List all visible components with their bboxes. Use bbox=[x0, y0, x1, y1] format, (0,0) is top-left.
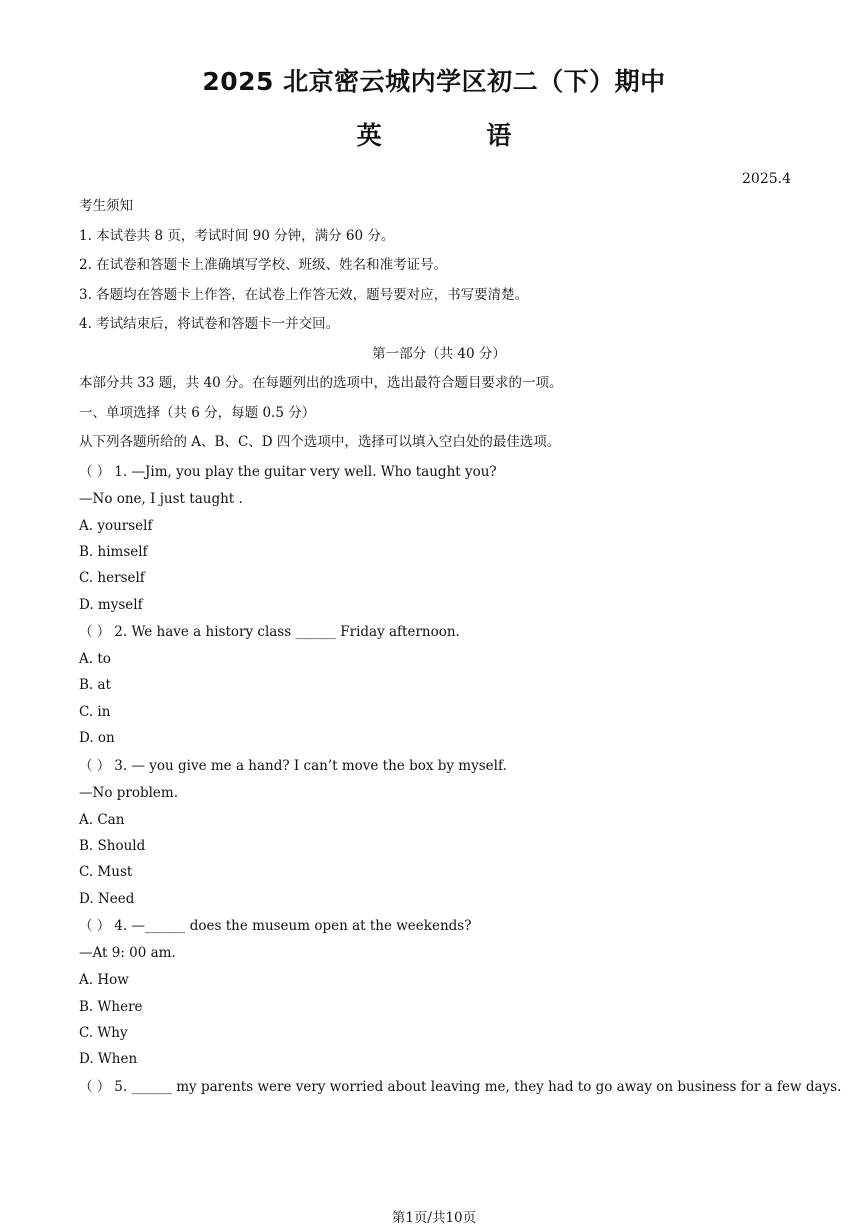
answer-paren: （ ） bbox=[79, 463, 111, 480]
exam-title: 2025 北京密云城内学区初二（下）期中 bbox=[202, 67, 666, 96]
question-response: —At 9: 00 am. bbox=[79, 945, 176, 962]
option: B. Where bbox=[79, 998, 143, 1015]
question-stem bbox=[79, 618, 799, 646]
question-text: 1. —Jim, you play the guitar very well. Who taught you? bbox=[114, 463, 497, 480]
question-response: —No one, I just taught . bbox=[79, 490, 243, 507]
question-stem bbox=[79, 458, 799, 486]
answer-paren: （ ） bbox=[79, 624, 111, 641]
part-heading: 第一部分（共 40 分） bbox=[372, 345, 506, 362]
notice-item: 3. 各题均在答题卡上作答，在试卷上作答无效，题号要对应，书写要清楚。 bbox=[79, 286, 529, 303]
option: B. at bbox=[79, 677, 111, 694]
question-response: —No problem. bbox=[79, 784, 178, 801]
option: C. in bbox=[79, 703, 111, 720]
option: B. himself bbox=[79, 543, 148, 560]
option: C. herself bbox=[79, 570, 145, 587]
option: C. Must bbox=[79, 864, 133, 881]
option: C. Why bbox=[79, 1024, 128, 1041]
question-text: 3. — you give me a hand? I can’t move the box by myself. bbox=[114, 757, 507, 774]
option: B. Should bbox=[79, 838, 146, 855]
option: A. Can bbox=[79, 811, 125, 828]
notice-item: 1. 本试卷共 8 页，考试时间 90 分钟，满分 60 分。 bbox=[79, 227, 395, 244]
option: A. to bbox=[79, 651, 111, 668]
question-text: 2. We have a history class ______ Friday afternoon. bbox=[114, 624, 460, 641]
option: D. myself bbox=[79, 596, 143, 613]
option: D. Need bbox=[79, 890, 135, 907]
option: A. yourself bbox=[79, 517, 153, 534]
exam-subject: 英 语 bbox=[356, 121, 560, 150]
page-number: 第1页/共10页 bbox=[391, 1210, 477, 1226]
option: D. on bbox=[79, 730, 115, 747]
answer-paren: （ ） bbox=[79, 757, 111, 774]
exam-date: 2025.4 bbox=[742, 171, 791, 187]
notice-item: 4. 考试结束后，将试卷和答题卡一并交回。 bbox=[79, 316, 340, 332]
part-intro: 本部分共 33 题，共 40 分。在每题列出的选项中，选出最符合题目要求的一项。 bbox=[79, 375, 563, 391]
question-text: 5. ______ my parents were very worried about leaving me, they had to go away on business for a few days. bbox=[114, 1078, 842, 1095]
exam-body bbox=[79, 192, 842, 1101]
question-stem bbox=[79, 752, 799, 780]
answer-paren: （ ） bbox=[79, 1078, 111, 1095]
answer-paren: （ ） bbox=[79, 918, 111, 935]
option: A. How bbox=[79, 972, 129, 989]
question-text: 4. —______ does the museum open at the weekends? bbox=[114, 918, 472, 935]
notice-heading: 考生须知 bbox=[79, 198, 133, 214]
question-stem bbox=[79, 1073, 842, 1101]
section-instruction: 从下列各题所给的 A、B、C、D 四个选项中，选择可以填入空白处的最佳选项。 bbox=[79, 434, 561, 450]
section-title: 一、单项选择（共 6 分，每题 0.5 分） bbox=[79, 404, 316, 421]
notice-item: 2. 在试卷和答题卡上准确填写学校、班级、姓名和准考证号。 bbox=[79, 257, 448, 273]
question-stem bbox=[79, 912, 799, 940]
option: D. When bbox=[79, 1051, 138, 1068]
